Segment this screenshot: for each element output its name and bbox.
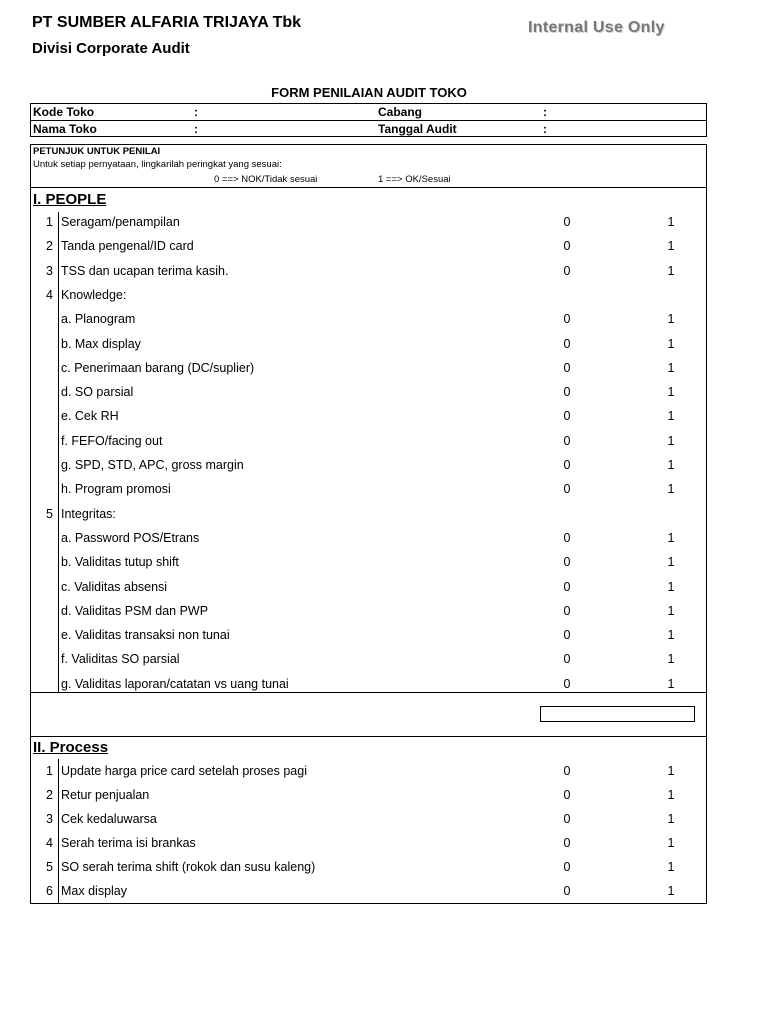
table-row — [31, 672, 706, 696]
assessment-table — [30, 188, 707, 904]
table-row — [31, 623, 706, 647]
table-row — [31, 647, 706, 671]
row-statement: e. Cek RH — [61, 409, 119, 424]
rating-zero[interactable]: 0 — [563, 764, 571, 778]
rating-one[interactable]: 1 — [667, 263, 675, 278]
rating-zero[interactable]: 0 — [563, 652, 571, 667]
table-row — [31, 259, 706, 283]
section-people-title: I. PEOPLE — [33, 191, 107, 208]
table-row — [31, 380, 706, 404]
row-statement: SO serah terima shift (rokok dan susu kaleng) — [61, 860, 316, 874]
table-row — [31, 477, 706, 501]
rating-zero[interactable]: 0 — [563, 530, 571, 545]
table-row — [31, 879, 706, 903]
row-statement: Tanda pengenal/ID card — [61, 239, 194, 254]
table-row — [31, 831, 706, 855]
table-row — [31, 234, 706, 258]
table-row — [31, 526, 706, 550]
row-statement: d. SO parsial — [61, 385, 134, 400]
rating-one[interactable]: 1 — [667, 764, 675, 778]
rating-one[interactable]: 1 — [667, 579, 675, 594]
table-row — [31, 550, 706, 574]
table-row — [31, 307, 706, 331]
legend-nok: 0 ==> NOK/Tidak sesuai — [214, 174, 318, 185]
company-name: PT SUMBER ALFARIA TRIJAYA Tbk — [32, 14, 302, 31]
rating-zero[interactable]: 0 — [563, 385, 571, 400]
people-score-box[interactable] — [540, 706, 695, 722]
row-statement: b. Validitas tutup shift — [61, 555, 179, 570]
table-row — [31, 759, 706, 783]
rating-one[interactable]: 1 — [667, 788, 675, 802]
table-row — [31, 429, 706, 453]
rating-zero[interactable]: 0 — [563, 409, 571, 424]
row-number: 1 — [46, 215, 53, 229]
row-number: 1 — [46, 764, 53, 778]
row-statement: g. Validitas laporan/catatan vs uang tunai — [61, 676, 289, 691]
instructions-line: Untuk setiap pernyataan, lingkarilah peringkat yang sesuai: — [33, 159, 282, 170]
rating-one[interactable]: 1 — [667, 628, 675, 643]
rating-one[interactable]: 1 — [667, 860, 675, 874]
rating-zero[interactable]: 0 — [563, 555, 571, 570]
rating-zero[interactable]: 0 — [563, 788, 571, 802]
tanggal-audit-label: Tanggal Audit — [378, 122, 457, 136]
section-process-title: II. Process — [33, 739, 109, 756]
rating-one[interactable]: 1 — [667, 385, 675, 400]
rating-zero[interactable]: 0 — [563, 263, 571, 278]
rating-zero[interactable]: 0 — [563, 360, 571, 375]
table-row — [31, 783, 706, 807]
instructions-box — [30, 144, 707, 188]
rating-zero[interactable]: 0 — [563, 676, 571, 691]
table-row — [31, 453, 706, 477]
rating-zero[interactable]: 0 — [563, 458, 571, 472]
rating-zero[interactable]: 0 — [563, 215, 571, 229]
table-row — [31, 356, 706, 380]
rating-zero[interactable]: 0 — [563, 482, 571, 497]
rating-zero[interactable]: 0 — [563, 812, 571, 826]
row-number: 3 — [46, 812, 53, 826]
table-row — [31, 855, 706, 879]
rating-one[interactable]: 1 — [667, 836, 675, 850]
rating-one[interactable]: 1 — [667, 652, 675, 667]
row-statement: c. Penerimaan barang (DC/suplier) — [61, 360, 255, 375]
division-name: Divisi Corporate Audit — [32, 40, 190, 57]
rating-one[interactable]: 1 — [667, 409, 675, 424]
nama-toko-label: Nama Toko — [33, 122, 97, 136]
rating-zero[interactable]: 0 — [563, 836, 571, 850]
rating-one[interactable]: 1 — [667, 336, 675, 351]
rating-zero[interactable]: 0 — [563, 603, 571, 618]
row-statement: Cek kedaluwarsa — [61, 812, 157, 826]
table-row — [31, 210, 706, 234]
row-number: 2 — [46, 788, 53, 802]
rating-zero[interactable]: 0 — [563, 628, 571, 643]
rating-one[interactable]: 1 — [667, 676, 675, 691]
row-statement: h. Program promosi — [61, 482, 171, 497]
row-statement: Integritas: — [61, 506, 116, 521]
row-statement: Update harga price card setelah proses pagi — [61, 764, 307, 778]
row-number: 2 — [46, 239, 53, 254]
rating-zero[interactable]: 0 — [563, 239, 571, 254]
rating-one[interactable]: 1 — [667, 312, 675, 327]
classification-label: Internal Use Only — [528, 19, 665, 36]
table-row — [31, 807, 706, 831]
rating-one[interactable]: 1 — [667, 360, 675, 375]
rating-zero[interactable]: 0 — [563, 433, 571, 448]
legend-ok: 1 ==> OK/Sesuai — [378, 174, 451, 185]
tanggal-audit-colon: : — [543, 122, 547, 136]
rating-one[interactable]: 1 — [667, 433, 675, 448]
row-statement: a. Planogram — [61, 312, 136, 327]
store-info-box — [30, 103, 707, 137]
rating-one[interactable]: 1 — [667, 530, 675, 545]
rating-zero[interactable]: 0 — [563, 312, 571, 327]
row-number: 3 — [46, 263, 53, 278]
rating-one[interactable]: 1 — [667, 239, 675, 254]
rating-zero[interactable]: 0 — [563, 336, 571, 351]
row-number: 5 — [46, 506, 53, 521]
row-statement: a. Password POS/Etrans — [61, 530, 200, 545]
row-number: 5 — [46, 860, 53, 874]
rating-one[interactable]: 1 — [667, 555, 675, 570]
row-statement: Serah terima isi brankas — [61, 836, 196, 850]
row-statement: TSS dan ucapan terima kasih. — [61, 263, 229, 278]
row-number: 4 — [46, 836, 53, 850]
rating-one[interactable]: 1 — [667, 215, 675, 229]
row-statement: Max display — [61, 884, 127, 898]
form-title: FORM PENILAIAN AUDIT TOKO — [271, 85, 467, 100]
row-statement: b. Max display — [61, 336, 141, 351]
table-row — [31, 575, 706, 599]
table-row — [31, 283, 706, 307]
instructions-title: PETUNJUK UNTUK PENILAI — [33, 146, 161, 157]
row-number: 6 — [46, 884, 53, 898]
row-statement: f. FEFO/facing out — [61, 433, 163, 448]
row-statement: d. Validitas PSM dan PWP — [61, 603, 209, 618]
row-statement: e. Validitas transaksi non tunai — [61, 628, 230, 643]
row-statement: Knowledge: — [61, 287, 127, 302]
rating-one[interactable]: 1 — [667, 603, 675, 618]
table-row — [31, 599, 706, 623]
rating-zero[interactable]: 0 — [563, 860, 571, 874]
row-statement: Retur penjualan — [61, 788, 150, 802]
row-statement: c. Validitas absensi — [61, 579, 168, 594]
rating-one[interactable]: 1 — [667, 812, 675, 826]
row-statement: Seragam/penampilan — [61, 215, 180, 229]
rating-zero[interactable]: 0 — [563, 579, 571, 594]
rating-zero[interactable]: 0 — [563, 884, 571, 898]
kode-toko-label: Kode Toko — [33, 105, 95, 119]
cabang-colon: : — [543, 105, 547, 119]
nama-toko-colon: : — [194, 122, 198, 136]
rating-one[interactable]: 1 — [667, 482, 675, 497]
cabang-label: Cabang — [378, 105, 423, 119]
table-row — [31, 404, 706, 428]
kode-toko-colon: : — [194, 105, 198, 119]
rating-one[interactable]: 1 — [667, 458, 675, 472]
rating-one[interactable]: 1 — [667, 884, 675, 898]
row-statement: f. Validitas SO parsial — [61, 652, 180, 667]
row-statement: g. SPD, STD, APC, gross margin — [61, 458, 244, 472]
table-row — [31, 332, 706, 356]
row-number: 4 — [46, 287, 53, 302]
table-row — [31, 502, 706, 526]
